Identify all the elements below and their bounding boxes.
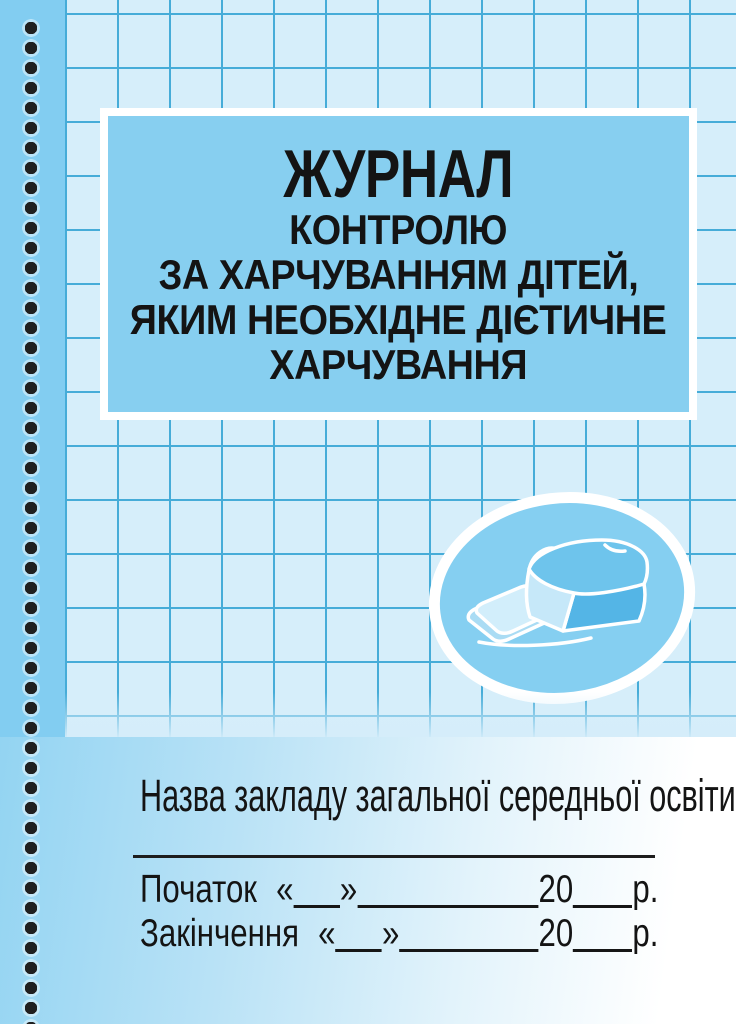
end-year-prefix: 20 (538, 912, 574, 955)
cover-footer (0, 737, 736, 1024)
title-line-3: ЗА ХАРЧУВАННЯМ ДІТЕЙ, (158, 251, 639, 298)
end-date-row (140, 910, 658, 958)
end-year-suffix: р. (632, 912, 659, 955)
end-day-blank (336, 939, 382, 952)
title-line-4: ЯКИМ НЕОБХІДНЕ ДІЄТИЧНЕ (130, 296, 667, 343)
start-day-blank (294, 895, 340, 908)
institution-name-label: Назва закладу загальної середньої освіти (140, 770, 736, 821)
start-year-blank (573, 895, 632, 908)
spiral-binding-dots (0, 18, 65, 1024)
title-line-2: КОНТРОЛЮ (289, 206, 508, 253)
start-month-blank (357, 895, 538, 908)
start-date-label: Початок (140, 868, 257, 911)
start-year-suffix: р. (632, 868, 659, 911)
start-date-row (140, 866, 658, 914)
bread-illustration (417, 488, 707, 722)
title-line-1: ЖУРНАЛ (283, 136, 514, 212)
end-date-label: Закінчення (140, 912, 299, 955)
close-quote: » (339, 868, 358, 911)
start-year-prefix: 20 (538, 868, 574, 911)
open-quote: « (276, 868, 294, 911)
end-month-blank (399, 939, 538, 952)
end-year-blank (573, 939, 632, 952)
close-quote: » (381, 912, 400, 955)
institution-name-blank-line (133, 855, 655, 858)
open-quote: « (318, 912, 336, 955)
title-line-5: ХАРЧУВАННЯ (269, 341, 528, 388)
title-panel (100, 108, 697, 420)
grid-fade-overlay (65, 692, 736, 737)
